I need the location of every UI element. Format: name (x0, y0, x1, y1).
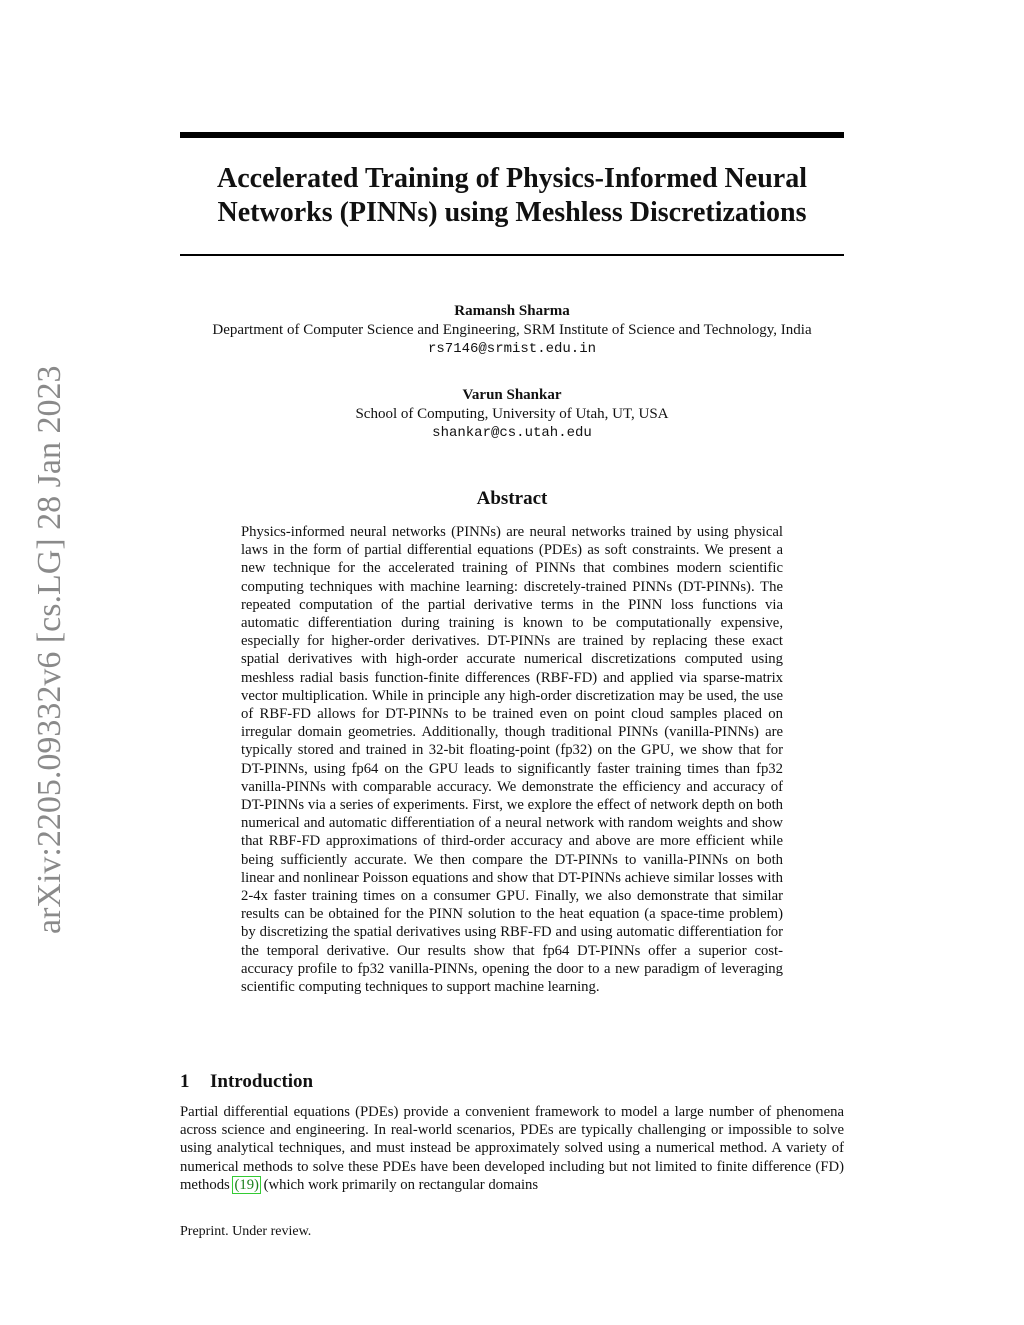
author-name: Ramansh Sharma (454, 303, 570, 319)
author-email: rs7146@srmist.edu.in (427, 341, 597, 357)
paper-title (180, 162, 844, 230)
author-email: shankar@cs.utah.edu (432, 425, 592, 441)
title-line-1: Accelerated Training of Physics-Informed Neural (217, 163, 807, 194)
arxiv-identifier: arXiv:2205.09332v6 [cs.LG] 28 Jan 2023 (31, 365, 68, 935)
intro-text-before: Partial differential equations (PDEs) provide a convenient framework to model a large number of phenomena across science and engineering. In real-world scenarios, PDEs are typically challenging or impossible to solve using analytical techniques, and must instead be approximately solved using a numerical method. A variety of numerical methods to solve these PDEs have been developed including but not limited to finite difference (FD) methods (180, 1104, 844, 1193)
title-line-2: Networks (PINNs) using Meshless Discretizations (217, 197, 807, 228)
citation-link[interactable]: (19) (234, 1176, 259, 1193)
author-name: Varun Shankar (462, 387, 562, 403)
intro-text-after: (which work primarily on rectangular domains (259, 1176, 539, 1193)
abstract-heading: Abstract (476, 488, 548, 509)
author-affiliation: School of Computing, University of Utah, UT, USA (355, 406, 669, 422)
section-title: Introduction (210, 1071, 314, 1092)
author-affiliation: Department of Computer Science and Engineering, SRM Institute of Science and Technology, India (212, 322, 812, 338)
footer-note: Preprint. Under review. (180, 1224, 312, 1239)
introduction-paragraph (180, 1103, 844, 1194)
author-block (150, 386, 874, 443)
abstract-text: Physics-informed neural networks (PINNs) are neural networks trained by using physical laws in the form of partial differential equations (PDEs) as soft constraints. We present a new technique for the accelerated training of PINNs that combines modern scientific computing techniques with machine learning: discretely-trained PINNs (DT-PINNs). The repeated computation of the partial derivative terms in the PINN loss functions via automatic differentiation during training is known to be computationally expensive, especially for higher-order derivatives. DT-PINNs are trained by replacing these exact spatial derivatives with high-order accurate numerical discretizations computed using meshless radial basis function-finite differences (RBF-FD) and applied via sparse-matrix vector multiplication. While in principle any high-order discretization may be used, the use of RBF-FD allows for DT-PINNs to be trained even on point cloud samples placed on irregular domain geometries. Additionally, though traditional PINNs (vanilla-PINNs) are typically stored and trained in 32-bit floating-point (fp32) on the GPU, we show that for DT-PINNs, using fp64 on the GPU leads to significantly faster training times than fp32 vanilla-PINNs with comparable accuracy. We demonstrate the efficiency and accuracy of DT-PINNs via a series of experiments. First, we explore the effect of network depth on both numerical and automatic differentiation of a neural network with random weights and show that RBF-FD approximations of third-order accuracy and above are more efficient while being sufficiently accurate. We then compare the DT-PINNs to vanilla-PINNs on both linear and nonlinear Poisson equations and show that DT-PINNs achieve similar losses with 2-4x faster training times on a consumer GPU. Finally, we also demonstrate that similar results can be obtained for the PINN solution to the heat equation (a space-time problem) by discretizing the spatial derivatives using RBF-FD and using automatic differentiation for the temporal derivative. Our results show that fp64 DT-PINNs offer a superior cost-accuracy profile to fp32 vanilla-PINNs, opening the door to a new paradigm of leveraging scientific computing techniques to support machine learning. (241, 524, 783, 996)
title-bottom-rule (180, 254, 844, 256)
section-heading (180, 1071, 313, 1093)
title-top-rule (180, 132, 844, 138)
section-number: 1 (180, 1071, 190, 1092)
author-block (150, 302, 874, 359)
